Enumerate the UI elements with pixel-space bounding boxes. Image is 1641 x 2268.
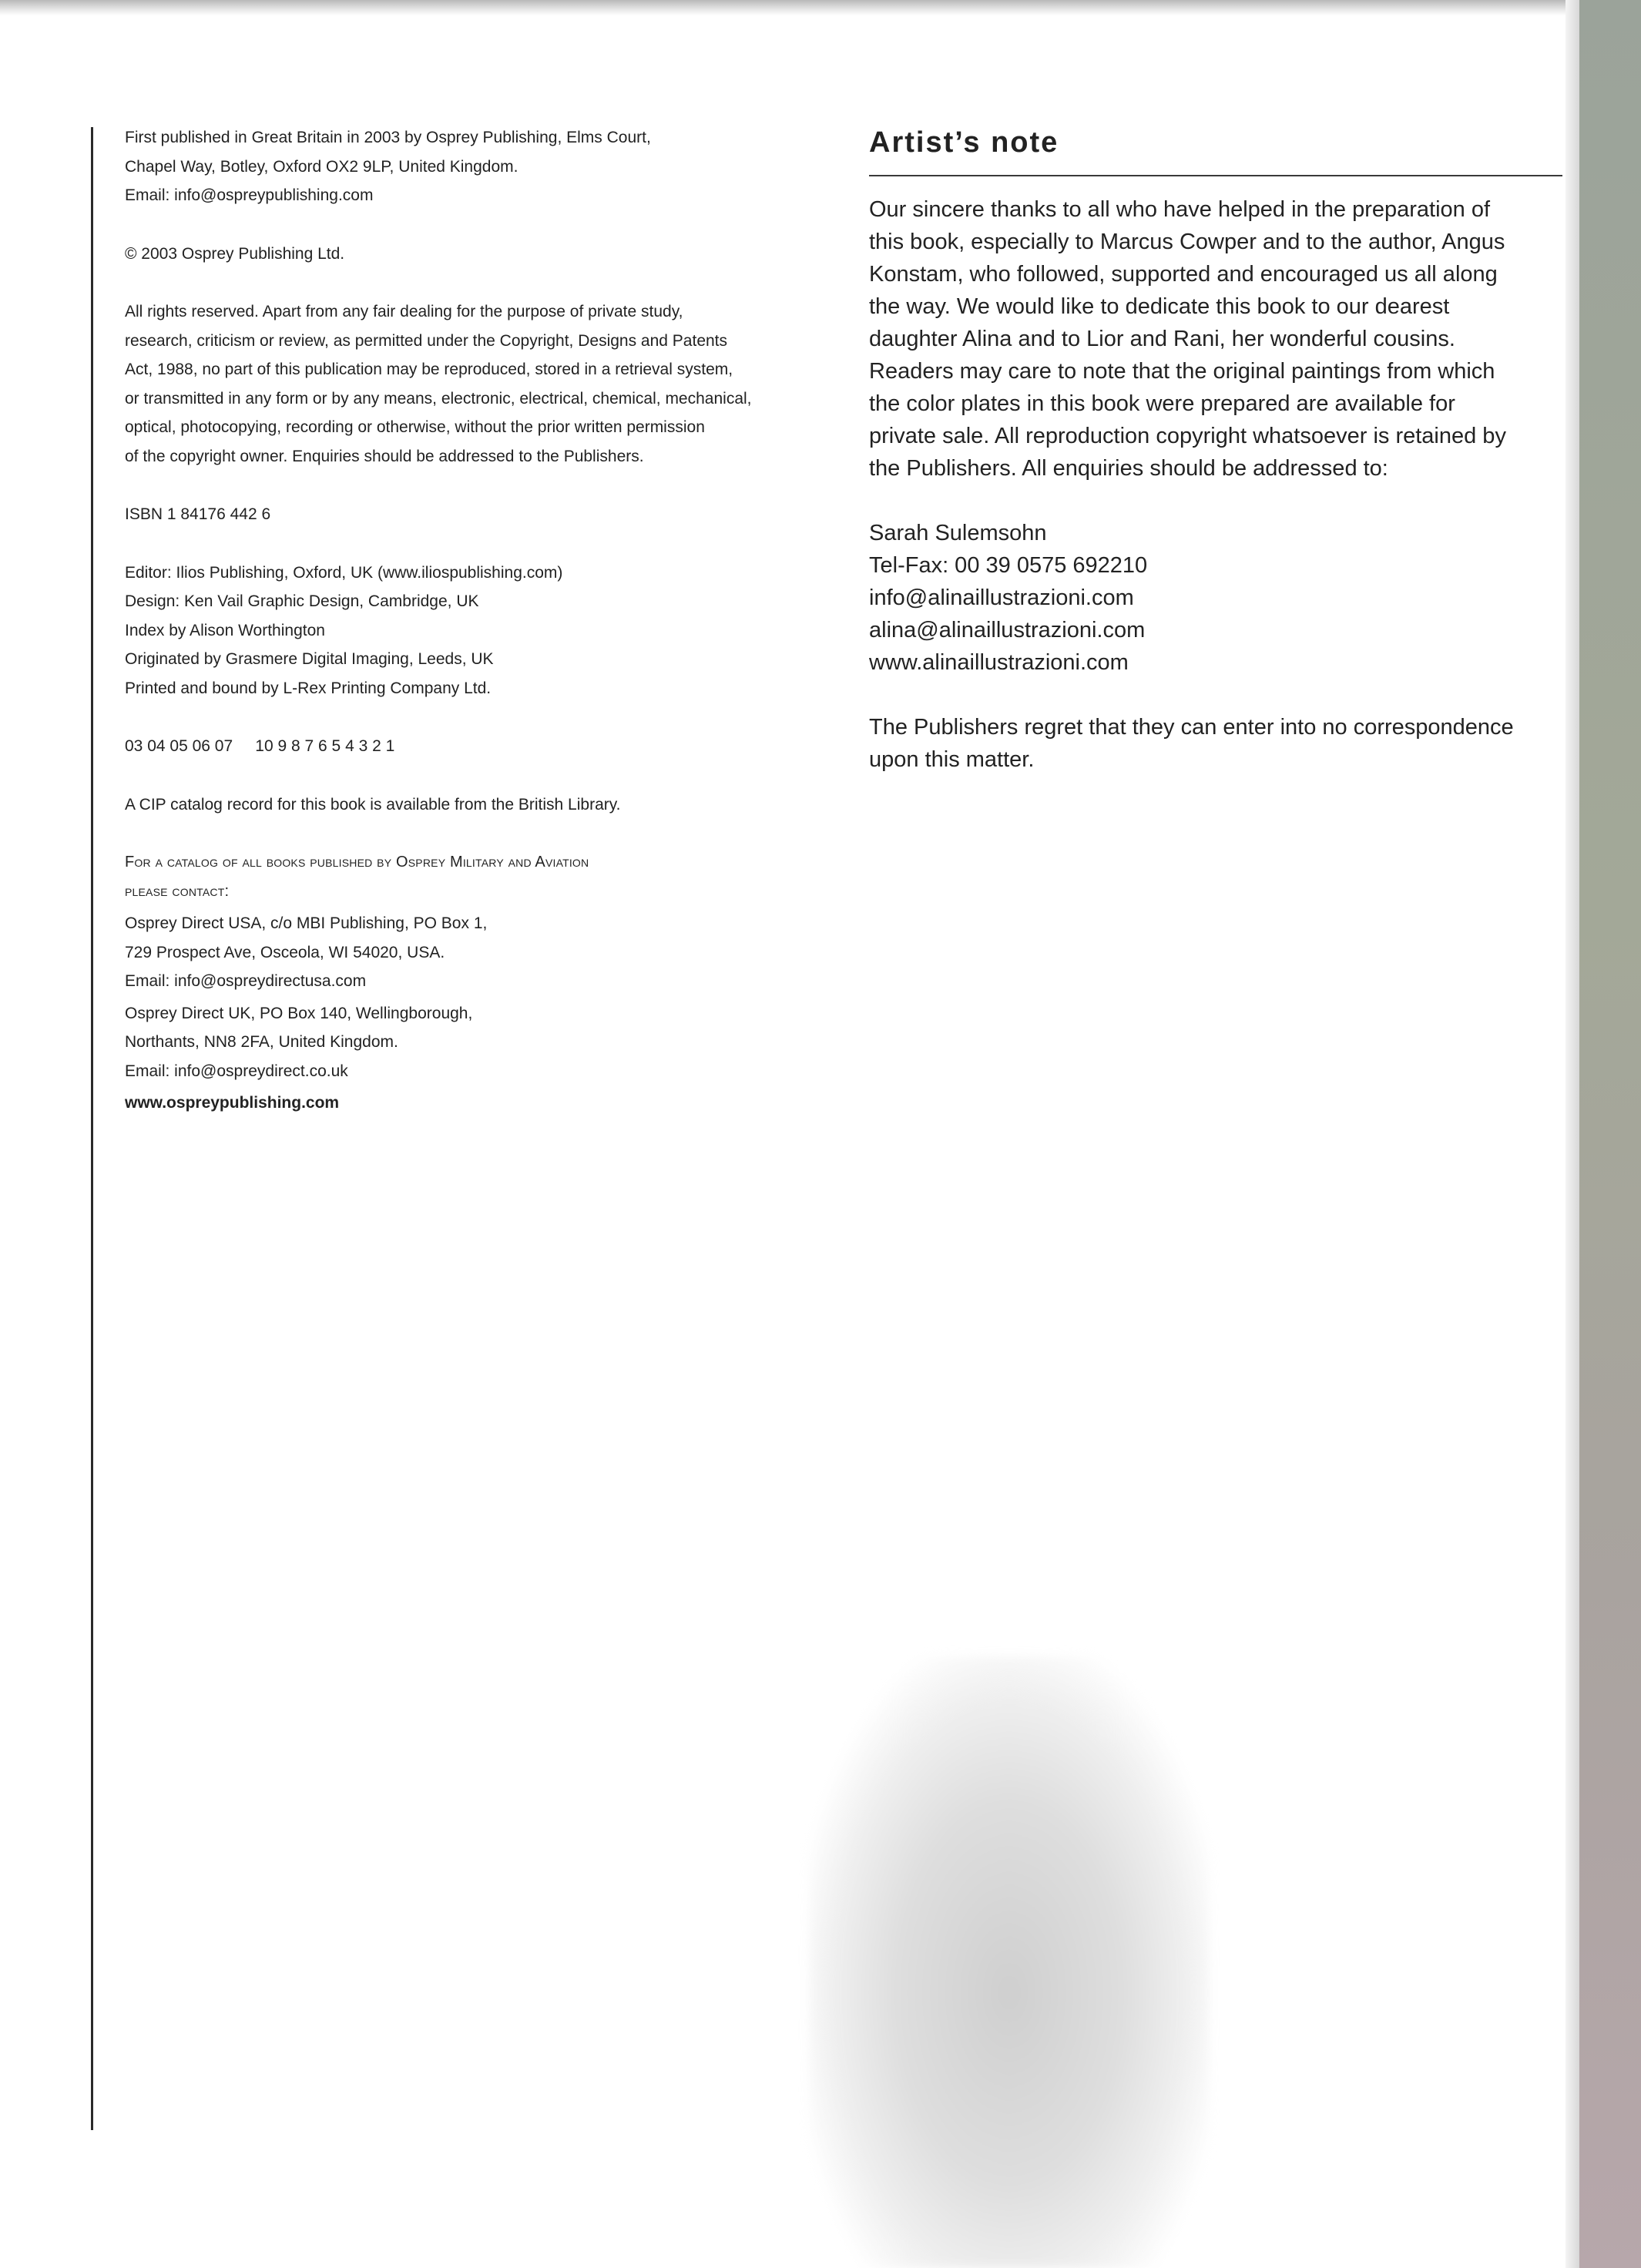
scan-right-margin [1579, 0, 1641, 2268]
artist-contact: Sarah Sulemsohn Tel-Fax: 00 39 0575 692210 info@alinaillustrazioni.com alina@alinaillustrazioni.com www.alinaillustrazioni.com [869, 521, 1148, 675]
artists-note-body: Our sincere thanks to all who have helped in the preparation of this book, especially to Marcus Cowper and to the author, Angus Konstam, who followed, supported and encouraged us all along the way. We would like to dedicate this book to our dearest daughter Alina and to Lior and Rani, her wonderful cousins. Readers may care to note that the original paintings from which the color plates in this book were prepared are available for private sale. All reproduction copyright whatsoever is retained by the Publishers. All enquiries should be addressed to: [869, 197, 1506, 481]
left-margin-rule [91, 127, 93, 2130]
scan-page-edge [1565, 0, 1579, 2268]
osprey-uk-contact: Osprey Direct UK, PO Box 140, Wellingborough, Northants, NN8 2FA, United Kingdom. Email: info@ospreydirect.co.uk [125, 1004, 473, 1080]
production-credits: Editor: Ilios Publishing, Oxford, UK (www.iliospublishing.com) Design: Ken Vail Graphic Design, Cambridge, UK Index by Alison Worthington Originated by Grasmere Digital Imaging, Leeds, UK Printed and bound by L-Rex Printing Company Ltd. [125, 563, 563, 697]
imprint-column [125, 123, 818, 1147]
publisher-disclaimer: The Publishers regret that they can enter into no correspondence upon this matter. [869, 715, 1514, 772]
artists-note-column [869, 119, 1562, 808]
publisher-website: www.ospreypublishing.com [125, 1094, 340, 1112]
cip-statement: A CIP catalog record for this book is available from the British Library. [125, 795, 621, 814]
first-published-statement: First published in Great Britain in 2003 by Osprey Publishing, Elms Court, Chapel Way, Botley, Oxford OX2 9LP, United Kingdom. Email: info@ospreypublishing.com [125, 129, 651, 204]
isbn: ISBN 1 84176 442 6 [125, 505, 271, 523]
rights-statement: All rights reserved. Apart from any fair dealing for the purpose of private study, research, criticism or review, as permitted under the Copyright, Designs and Patents Act, 1988, no part of this publication may be reproduced, stored in a retrieval system, or transmitted in any form or by any means, electronic, electrical, chemical, mechanical, optical, photocopying, recording or otherwise, without the prior written permission of the copyright owner. Enquiries should be addressed to the Publishers. [125, 303, 752, 465]
copyright-line: © 2003 Osprey Publishing Ltd. [125, 244, 345, 263]
scan-top-edge [0, 0, 1641, 15]
catalog-heading: For a catalog of all books published by Osprey Military and Aviation please contact: [125, 854, 589, 900]
printing-number-line: 03 04 05 06 07 10 9 8 7 6 5 4 3 2 1 [125, 737, 395, 755]
show-through-ghost-image [809, 1656, 1210, 2268]
osprey-usa-contact: Osprey Direct USA, c/o MBI Publishing, PO Box 1, 729 Prospect Ave, Osceola, WI 54020, USA. Email: info@ospreydirectusa.com [125, 914, 488, 990]
artists-note-title: Artist’s note [869, 126, 1059, 159]
title-rule [869, 175, 1562, 176]
